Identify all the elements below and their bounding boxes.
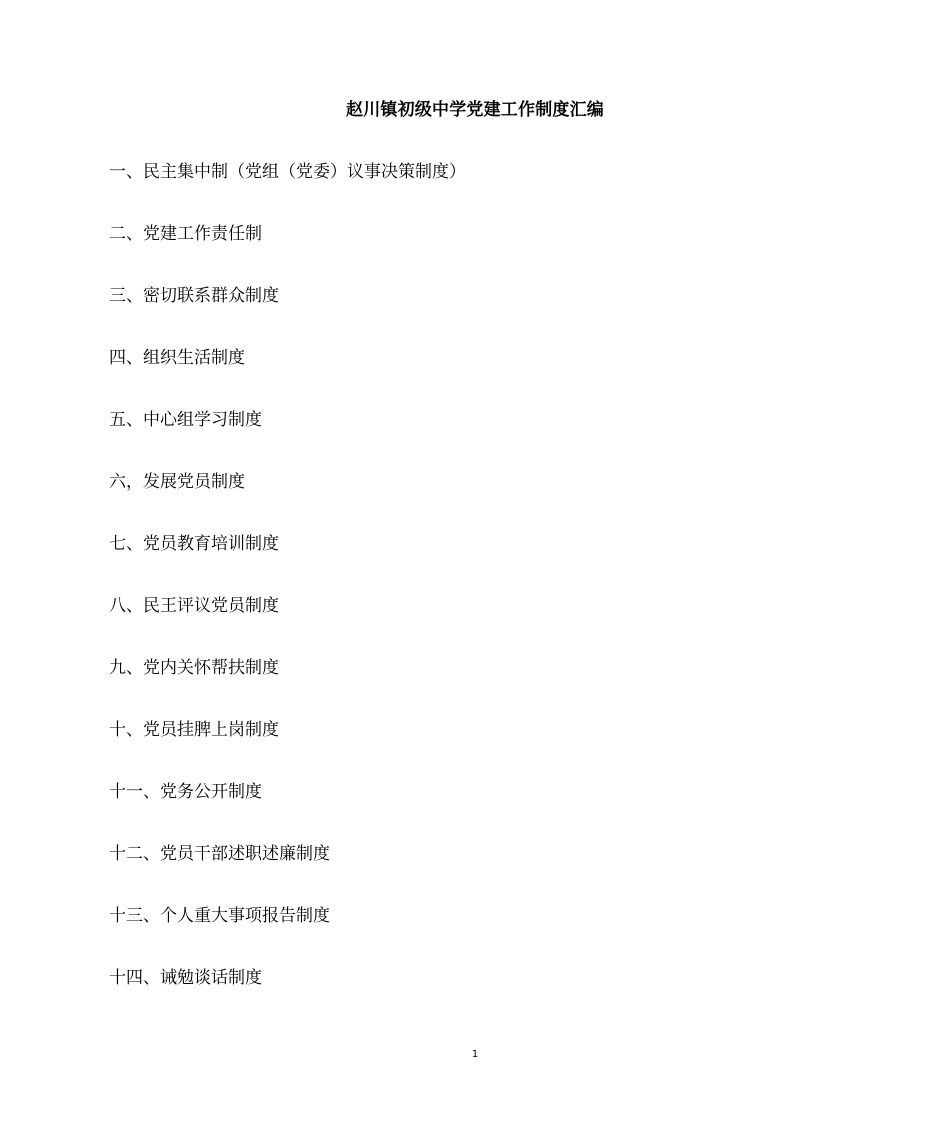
toc-item: 三、密切联系群众制度 xyxy=(109,286,279,306)
toc-list xyxy=(109,160,466,1028)
toc-item: 四、组织生活制度 xyxy=(109,348,245,368)
toc-item: 十一、党务公开制度 xyxy=(109,782,262,802)
toc-item: 八、民王评议党员制度 xyxy=(109,596,279,616)
document-title: 赵川镇初级中学党建工作制度汇编 xyxy=(346,100,604,120)
toc-item: 五、中心组学习制度 xyxy=(109,410,262,430)
toc-item: 十三、个人重大事项报告制度 xyxy=(109,906,330,926)
toc-item: 二、党建工作责任制 xyxy=(109,224,262,244)
page-number: 1 xyxy=(471,1049,479,1060)
toc-item: 六，发展党员制度 xyxy=(109,472,245,492)
toc-item: 十、党员挂脾上岗制度 xyxy=(109,720,279,740)
toc-item: 一、民主集中制（党组（党委）议事决策制度） xyxy=(109,162,466,182)
toc-item: 十二、党员干部述职述廉制度 xyxy=(109,844,330,864)
toc-item: 十四、诫勉谈话制度 xyxy=(109,968,262,988)
toc-item: 七、党员教育培训制度 xyxy=(109,534,279,554)
toc-item: 九、党内关怀帮扶制度 xyxy=(109,658,279,678)
